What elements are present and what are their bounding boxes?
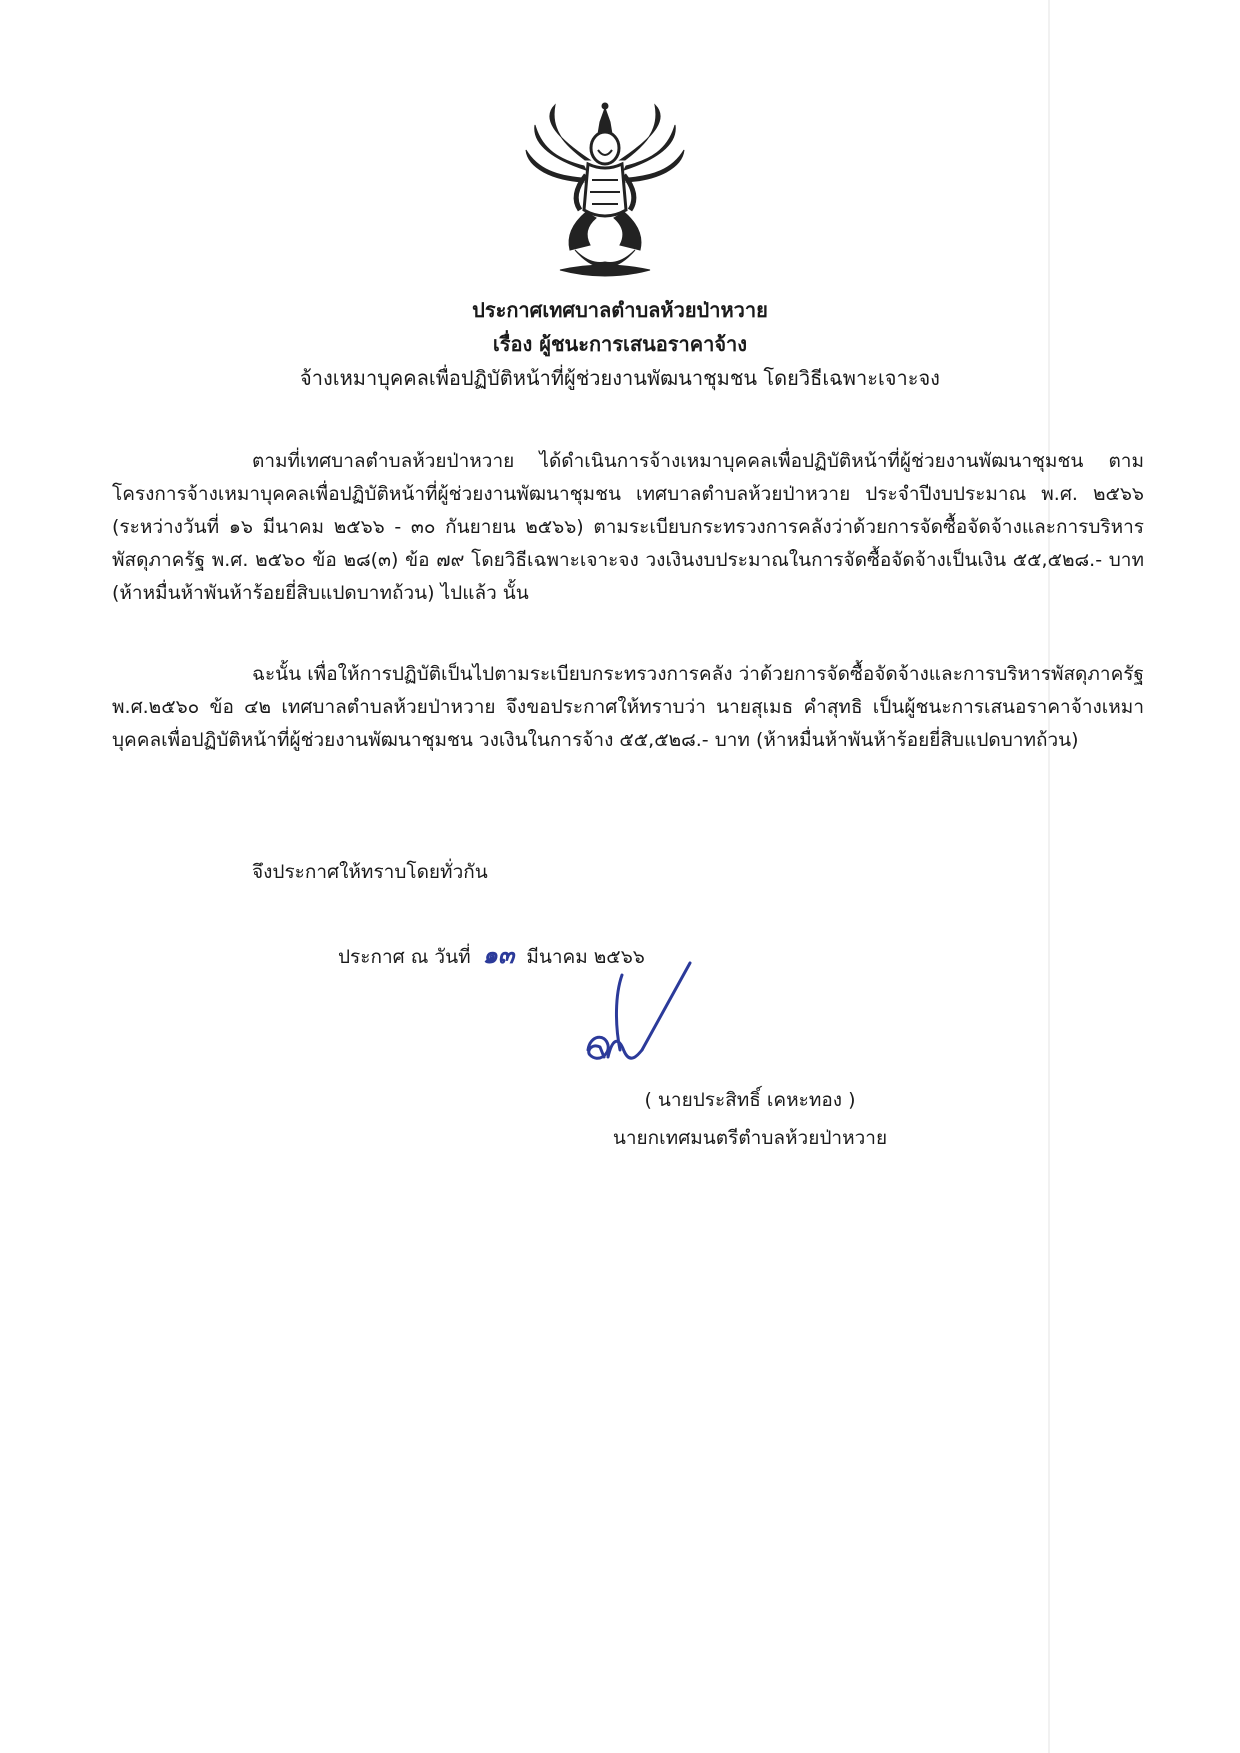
date-prefix: ประกาศ ณ วันที่ xyxy=(338,946,471,968)
announcement-header xyxy=(0,293,1240,395)
page-edge-shadow xyxy=(1048,0,1050,1753)
garuda-emblem-icon xyxy=(520,100,690,285)
paragraph-1-text: ตามที่เทศบาลตำบลห้วยป่าหวาย ได้ดำเนินการจ้างเหมาบุคคลเพื่อปฏิบัติหน้าที่ผู้ช่วยงานพัฒนาชุมชน ตามโครงการจ้างเหมาบุคคลเพื่อปฏิบัติหน้าที่ผู้ช่วยงานพัฒนาชุมชน เทศบาลตำบลห้วยป่าหวาย ประจำปีงบประมาณ พ.ศ. ๒๕๖๖ (ระหว่างวันที่ ๑๖ มีนาคม ๒๕๖๖ - ๓๐ กันยายน ๒๕๖๖) ตามระเบียบกระทรวงการคลังว่าด้วยการจัดซื้อจัดจ้างและการบริหารพัสดุภาครัฐ พ.ศ. ๒๕๖๐ ข้อ ๒๘(๓) ข้อ ๗๙ โดยวิธีเฉพาะเจาะจง วงเงินงบประมาณในการจัดซื้อจัดจ้างเป็นเงิน ๕๕,๕๒๘.- บาท (ห้าหมื่นห้าพันห้าร้อยยี่สิบแปดบาทถ้วน) ไปแล้ว นั้น xyxy=(112,450,1144,604)
handwritten-signature-icon xyxy=(560,955,720,1075)
paragraph-2-text: ฉะนั้น เพื่อให้การปฏิบัติเป็นไปตามระเบียบกระทรวงการคลัง ว่าด้วยการจัดซื้อจัดจ้างและการบริหารพัสดุภาครัฐ พ.ศ.๒๕๖๐ ข้อ ๔๒ เทศบาลตำบลห้วยป่าหวาย จึงขอประกาศให้ทราบว่า นายสุเมธ คำสุทธิ เป็นผู้ชนะการเสนอราคาจ้างเหมาบุคคลเพื่อปฏิบัติหน้าที่ผู้ช่วยงานพัฒนาชุมชน วงเงินในการจ้าง ๕๕,๕๒๘.- บาท (ห้าหมื่นห้าพันห้าร้อยยี่สิบแปดบาทถ้วน) xyxy=(112,663,1144,751)
body-paragraph-2 xyxy=(112,658,1144,757)
signer-title: นายกเทศมนตรีตำบลห้วยป่าหวาย xyxy=(612,1127,888,1149)
date-day-handwritten: ๑๓ xyxy=(482,940,515,969)
announcement-subtitle: จ้างเหมาบุคคลเพื่อปฏิบัติหน้าที่ผู้ช่วยงานพัฒนาชุมชน โดยวิธีเฉพาะเจาะจง xyxy=(300,366,940,390)
announcement-subject: เรื่อง ผู้ชนะการเสนอราคาจ้าง xyxy=(492,332,748,356)
date-month-year: มีนาคม ๒๕๖๖ xyxy=(526,946,645,968)
closing-statement: จึงประกาศให้ทราบโดยทั่วกัน xyxy=(252,861,488,883)
body-paragraph-1 xyxy=(112,445,1144,610)
signer-name: ( นายประสิทธิ์ เคหะทอง ) xyxy=(644,1089,856,1111)
announcement-title: ประกาศเทศบาลตำบลห้วยป่าหวาย xyxy=(472,298,768,322)
